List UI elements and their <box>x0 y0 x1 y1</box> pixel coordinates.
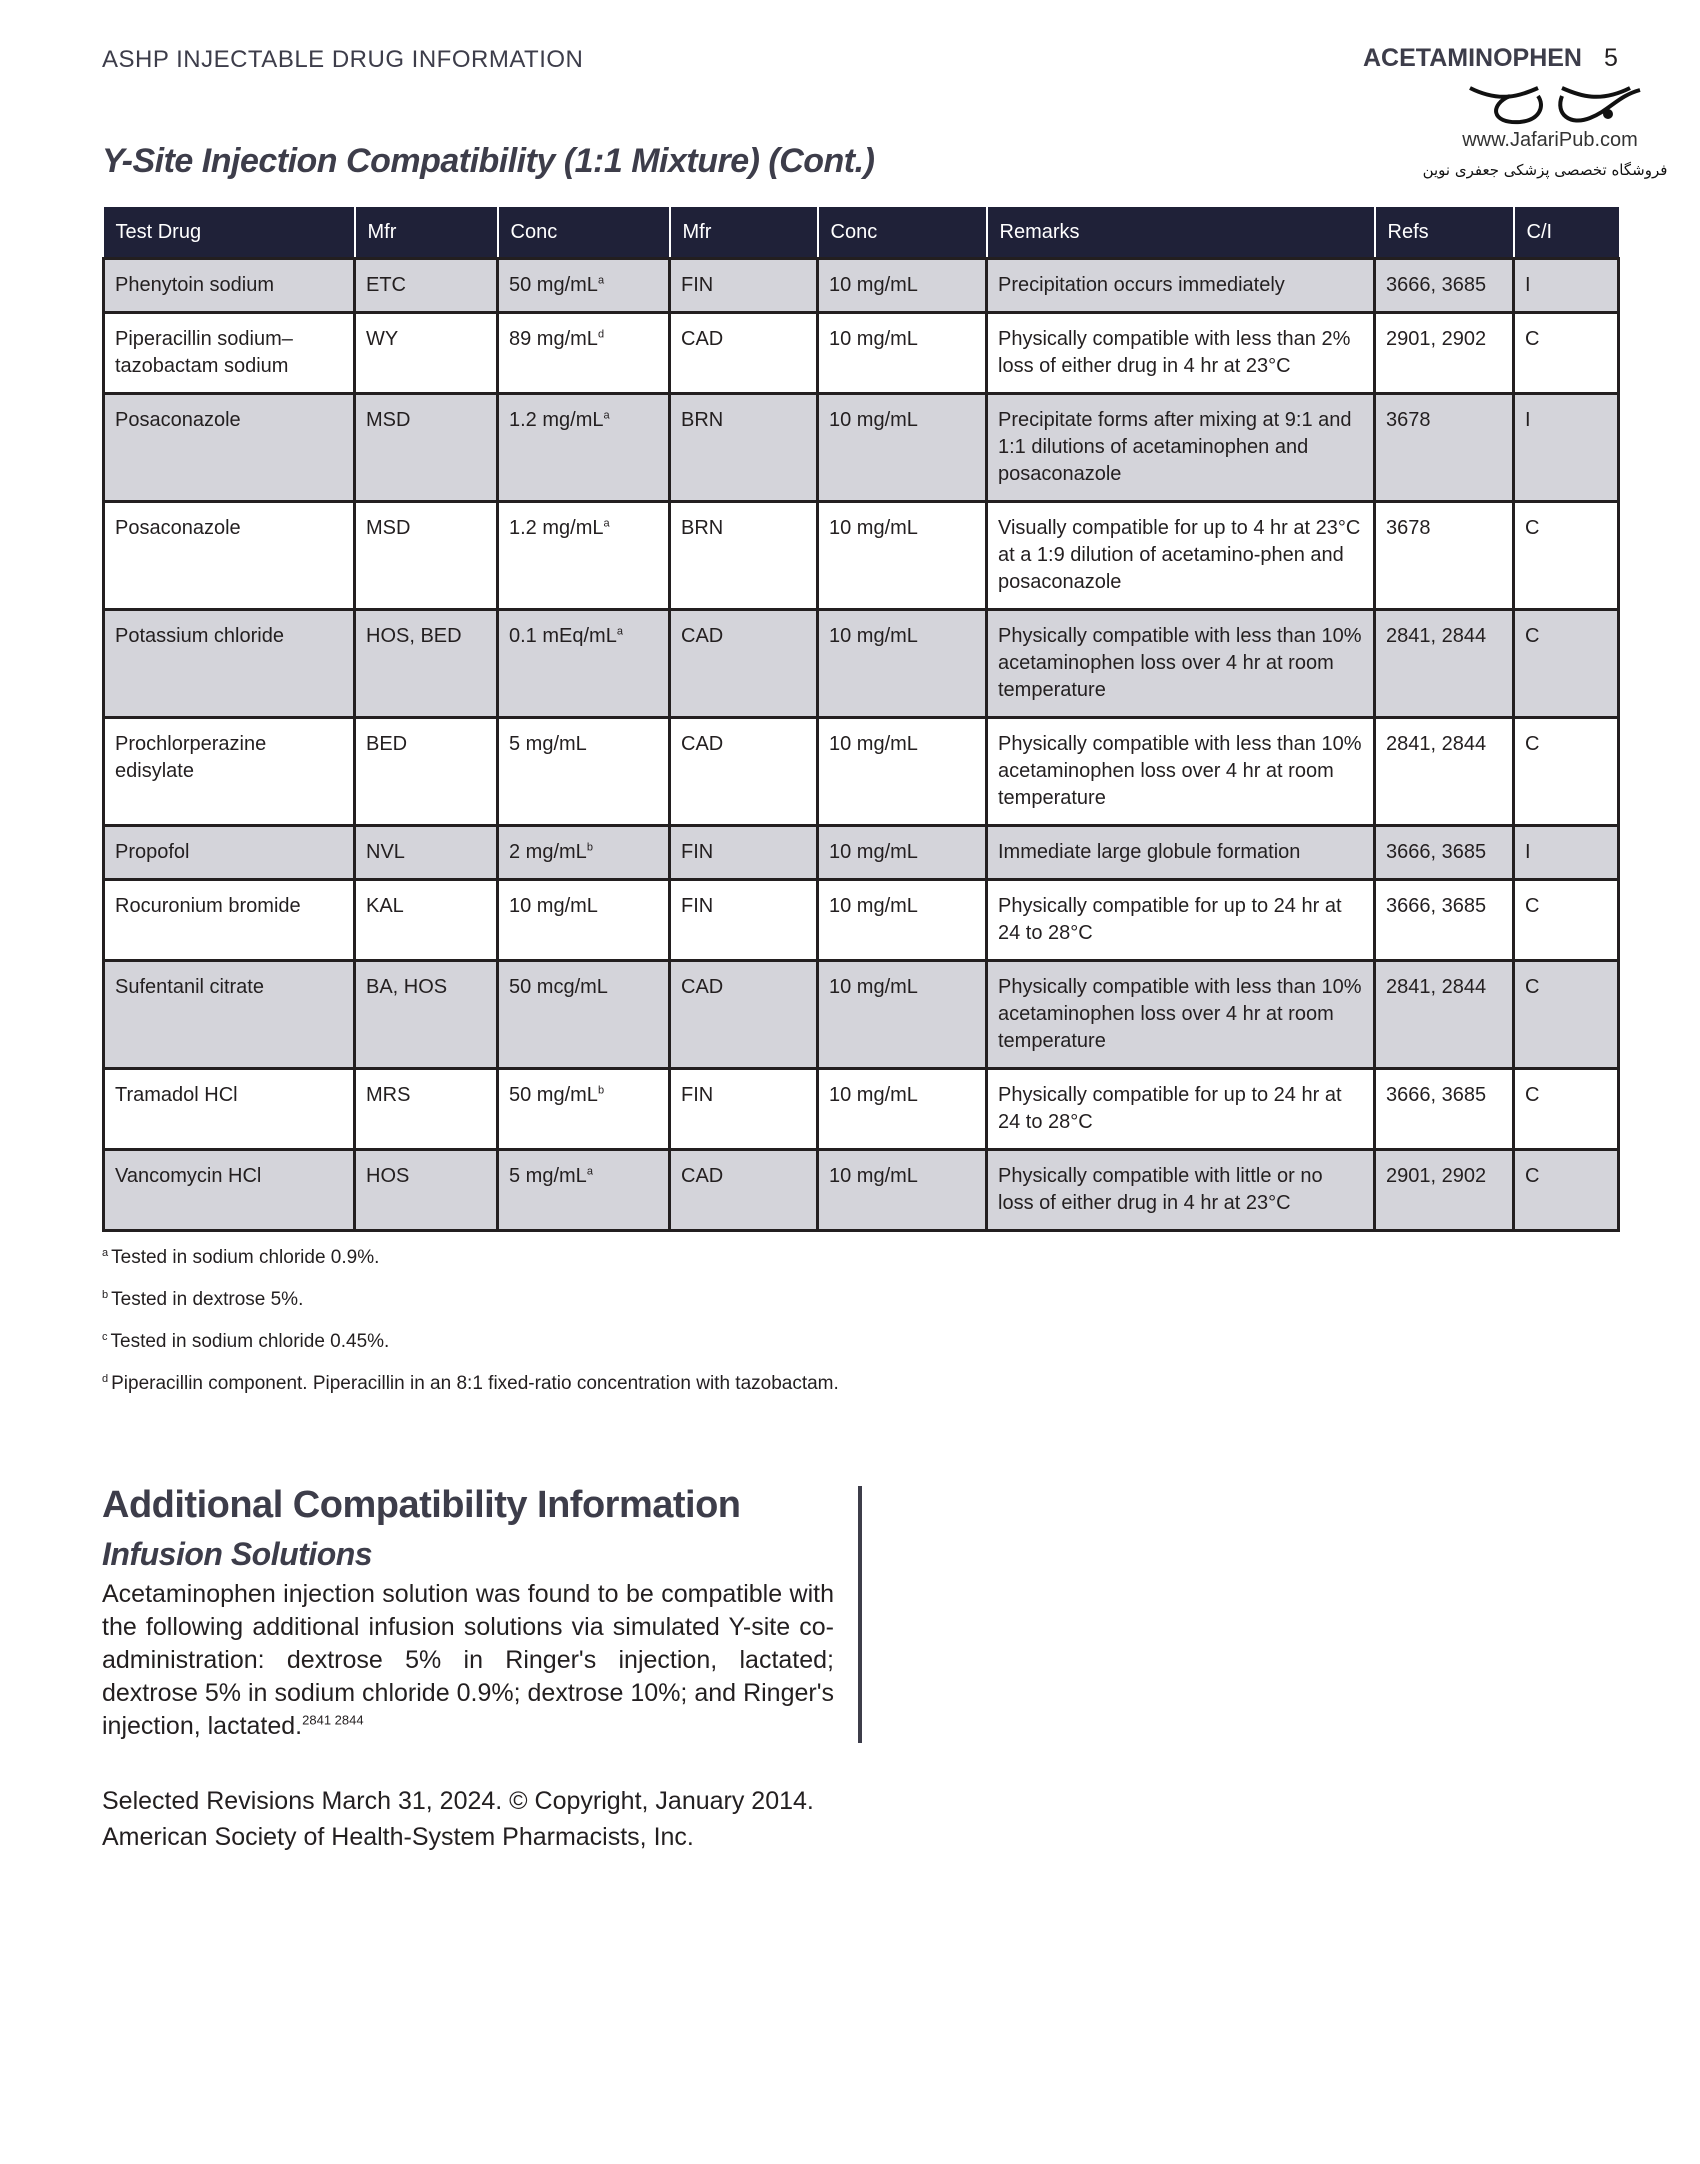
cell-ci <box>1514 394 1619 502</box>
cell-test-drug-text: Propofol <box>115 841 190 863</box>
cell-conc-2-text: 10 mg/mL <box>829 1165 918 1187</box>
cell-conc-2 <box>818 880 987 961</box>
cell-remarks <box>987 826 1375 880</box>
cell-remarks <box>987 394 1375 502</box>
cell-ci <box>1514 610 1619 718</box>
column-header-test-drug: Test Drug <box>104 207 355 259</box>
footnote-mark: a <box>102 1246 109 1259</box>
footnote-reference: a <box>586 1165 593 1178</box>
cell-mfr-text: MSD <box>366 517 411 539</box>
cell-mfr-2 <box>670 259 818 313</box>
footnote-reference: a <box>603 409 610 422</box>
cell-test-drug <box>104 502 355 610</box>
cell-mfr-2-text: FIN <box>681 895 714 917</box>
cell-remarks-text: Physically compatible with less than 2% loss of either drug in 4 hr at 23°C <box>998 328 1351 377</box>
cell-mfr-text: MSD <box>366 409 411 431</box>
column-header-conc-2: Conc <box>818 207 987 259</box>
body-text: Acetaminophen injection solution was found to be compatible with the following additional infusion solutions via simulated Y-site co-administration: dextrose 5% in Ringer's injection, lactated; dextrose 5% in sodium chloride 0.9%; dextrose 10%; and Ringer's injection, lactated. <box>102 1580 834 1740</box>
cell-remarks <box>987 1150 1375 1231</box>
table-row <box>104 313 1619 394</box>
cell-mfr <box>355 718 498 826</box>
cell-test-drug <box>104 313 355 394</box>
additional-info-heading: Additional Compatibility Information <box>102 1484 741 1526</box>
cell-test-drug <box>104 718 355 826</box>
cell-conc <box>498 880 670 961</box>
table-row <box>104 826 1619 880</box>
cell-refs-text: 2841, 2844 <box>1386 733 1487 755</box>
cell-mfr-2 <box>670 1150 818 1231</box>
cell-refs <box>1375 394 1514 502</box>
cell-mfr <box>355 394 498 502</box>
cell-conc <box>498 313 670 394</box>
cell-test-drug <box>104 826 355 880</box>
cell-refs <box>1375 961 1514 1069</box>
cell-conc-text: 1.2 mg/mL <box>509 409 604 431</box>
cell-refs-text: 2901, 2902 <box>1386 328 1487 350</box>
cell-ci-text: I <box>1525 841 1531 863</box>
table-body <box>104 259 1619 1231</box>
cell-refs-text: 3666, 3685 <box>1386 895 1487 917</box>
copyright-notice <box>102 1783 1617 1855</box>
cell-test-drug-text: Posaconazole <box>115 517 241 539</box>
table-row <box>104 961 1619 1069</box>
cell-refs <box>1375 610 1514 718</box>
running-header-drug: ACETAMINOPHEN <box>1363 44 1582 72</box>
reference-superscript: 2841 2844 <box>302 1712 364 1728</box>
cell-refs-text: 2901, 2902 <box>1386 1165 1487 1187</box>
column-header-mfr: Mfr <box>355 207 498 259</box>
cell-mfr <box>355 1150 498 1231</box>
cell-remarks <box>987 718 1375 826</box>
cell-mfr-2 <box>670 1069 818 1150</box>
table-header-row <box>104 207 1619 259</box>
cell-mfr-2 <box>670 718 818 826</box>
cell-mfr-2 <box>670 610 818 718</box>
cell-conc <box>498 610 670 718</box>
footnote-mark: d <box>102 1372 109 1385</box>
cell-mfr-2-text: CAD <box>681 625 724 647</box>
page-number: 5 <box>1604 44 1618 72</box>
cell-remarks <box>987 502 1375 610</box>
column-header-refs: Refs <box>1375 207 1514 259</box>
column-header-conc: Conc <box>498 207 670 259</box>
cell-ci <box>1514 1069 1619 1150</box>
cell-ci <box>1514 826 1619 880</box>
footnote-text: Piperacillin component. Piperacillin in an 8:1 fixed-ratio concentration with tazobactam. <box>111 1373 839 1394</box>
cell-ci-text: C <box>1525 1084 1540 1106</box>
cell-refs <box>1375 313 1514 394</box>
cell-remarks <box>987 313 1375 394</box>
cell-mfr-2 <box>670 502 818 610</box>
cell-conc-2 <box>818 1069 987 1150</box>
cell-conc <box>498 826 670 880</box>
cell-remarks-text: Physically compatible with little or no loss of either drug in 4 hr at 23°C <box>998 1165 1323 1214</box>
cell-mfr-2-text: CAD <box>681 733 724 755</box>
cell-mfr <box>355 259 498 313</box>
column-header-mfr-2: Mfr <box>670 207 818 259</box>
copyright-line-2: American Society of Health-System Pharmacists, Inc. <box>102 1823 694 1851</box>
cell-ci <box>1514 313 1619 394</box>
table-row <box>104 880 1619 961</box>
cell-mfr-text: KAL <box>366 895 404 917</box>
cell-mfr <box>355 1069 498 1150</box>
cell-conc-2 <box>818 961 987 1069</box>
calligraphy-logo-icon <box>1450 78 1650 130</box>
cell-mfr-text: MRS <box>366 1084 411 1106</box>
cell-remarks-text: Physically compatible with less than 10% acetaminophen loss over 4 hr at room temperature <box>998 976 1362 1052</box>
cell-test-drug <box>104 961 355 1069</box>
cell-conc-text: 89 mg/mL <box>509 328 598 350</box>
footnote-reference: a <box>616 625 623 638</box>
cell-refs <box>1375 259 1514 313</box>
cell-remarks-text: Precipitate forms after mixing at 9:1 and 1:1 dilutions of acetaminophen and posaconazole <box>998 409 1352 485</box>
cell-refs <box>1375 880 1514 961</box>
cell-refs <box>1375 1150 1514 1231</box>
cell-refs <box>1375 718 1514 826</box>
cell-conc <box>498 1069 670 1150</box>
cell-conc <box>498 394 670 502</box>
main-content <box>102 207 1617 1855</box>
cell-mfr <box>355 880 498 961</box>
cell-test-drug-text: Phenytoin sodium <box>115 274 274 296</box>
cell-mfr-2-text: FIN <box>681 1084 714 1106</box>
column-header-ci: C/I <box>1514 207 1619 259</box>
footnote <box>102 1372 1617 1396</box>
cell-ci-text: C <box>1525 328 1540 350</box>
cell-mfr-2 <box>670 313 818 394</box>
cell-conc-2-text: 10 mg/mL <box>829 274 918 296</box>
footnote-mark: b <box>102 1288 109 1301</box>
cell-mfr-2-text: BRN <box>681 409 724 431</box>
cell-ci-text: C <box>1525 1165 1540 1187</box>
table-row <box>104 1150 1619 1231</box>
cell-conc-text: 1.2 mg/mL <box>509 517 604 539</box>
cell-mfr-2-text: CAD <box>681 328 724 350</box>
cell-mfr-2 <box>670 826 818 880</box>
footnote-reference: d <box>597 328 605 341</box>
cell-refs-text: 3666, 3685 <box>1386 841 1487 863</box>
running-header-title: ASHP INJECTABLE DRUG INFORMATION <box>102 46 584 73</box>
cell-conc-2-text: 10 mg/mL <box>829 976 918 998</box>
cell-conc-2-text: 10 mg/mL <box>829 841 918 863</box>
watermark-tagline: فروشگاه تخصصی پزشکی جعفری نوین <box>1422 161 1668 179</box>
cell-test-drug <box>104 610 355 718</box>
cell-remarks <box>987 610 1375 718</box>
cell-mfr-2 <box>670 880 818 961</box>
footnote-reference: a <box>597 274 605 287</box>
column-divider <box>858 1486 862 1743</box>
cell-test-drug <box>104 259 355 313</box>
cell-conc-text: 50 mg/mL <box>509 1084 598 1106</box>
cell-conc-2-text: 10 mg/mL <box>829 517 918 539</box>
cell-conc-2 <box>818 394 987 502</box>
cell-conc <box>498 502 670 610</box>
cell-test-drug-text: Tramadol HCl <box>115 1084 238 1106</box>
additional-info-section <box>102 1482 862 1743</box>
cell-conc-2 <box>818 718 987 826</box>
footnote-text: Tested in dextrose 5%. <box>111 1289 304 1310</box>
cell-refs-text: 3666, 3685 <box>1386 274 1487 296</box>
copyright-line-1: Selected Revisions March 31, 2024. © Copyright, January 2014. <box>102 1787 814 1815</box>
cell-conc-2 <box>818 259 987 313</box>
cell-conc-2 <box>818 313 987 394</box>
cell-conc-2 <box>818 826 987 880</box>
footnote-reference: b <box>586 841 593 854</box>
cell-conc-2 <box>818 502 987 610</box>
cell-ci-text: C <box>1525 733 1540 755</box>
cell-remarks-text: Immediate large globule formation <box>998 841 1301 863</box>
cell-refs <box>1375 826 1514 880</box>
cell-conc-2-text: 10 mg/mL <box>829 328 918 350</box>
cell-mfr-2-text: FIN <box>681 841 714 863</box>
watermark-url: www.JafariPub.com <box>1462 129 1638 151</box>
cell-remarks-text: Visually compatible for up to 4 hr at 23°C at a 1:9 dilution of acetamino-phen and posaconazole <box>998 517 1361 593</box>
cell-test-drug-text: Potassium chloride <box>115 625 284 647</box>
table-row <box>104 259 1619 313</box>
cell-mfr-text: BA, HOS <box>366 976 448 998</box>
cell-conc-2 <box>818 1150 987 1231</box>
cell-remarks <box>987 259 1375 313</box>
cell-mfr-2-text: BRN <box>681 517 724 539</box>
cell-mfr-text: WY <box>366 328 399 350</box>
cell-conc <box>498 961 670 1069</box>
cell-remarks-text: Physically compatible for up to 24 hr at 24 to 28°C <box>998 895 1342 944</box>
cell-ci-text: C <box>1525 976 1540 998</box>
cell-conc-2-text: 10 mg/mL <box>829 409 918 431</box>
cell-mfr-text: HOS <box>366 1165 410 1187</box>
cell-mfr-2-text: CAD <box>681 1165 724 1187</box>
cell-test-drug-text: Vancomycin HCl <box>115 1165 262 1187</box>
cell-mfr <box>355 313 498 394</box>
cell-mfr <box>355 502 498 610</box>
cell-test-drug-text: Posaconazole <box>115 409 241 431</box>
footnotes <box>102 1246 1617 1396</box>
cell-ci-text: C <box>1525 517 1540 539</box>
cell-refs-text: 3678 <box>1386 517 1431 539</box>
cell-conc <box>498 259 670 313</box>
cell-mfr-text: HOS, BED <box>366 625 462 647</box>
cell-refs-text: 3678 <box>1386 409 1431 431</box>
cell-conc <box>498 1150 670 1231</box>
table-row <box>104 718 1619 826</box>
table-row <box>104 1069 1619 1150</box>
table-row <box>104 394 1619 502</box>
cell-refs <box>1375 1069 1514 1150</box>
cell-refs <box>1375 502 1514 610</box>
footnote <box>102 1246 1617 1270</box>
cell-conc-2-text: 10 mg/mL <box>829 1084 918 1106</box>
cell-mfr-text: BED <box>366 733 408 755</box>
cell-refs-text: 2841, 2844 <box>1386 625 1487 647</box>
cell-mfr-2 <box>670 961 818 1069</box>
cell-refs-text: 3666, 3685 <box>1386 1084 1487 1106</box>
cell-mfr-2-text: FIN <box>681 274 714 296</box>
footnote-reference: b <box>597 1084 605 1097</box>
cell-mfr <box>355 826 498 880</box>
cell-mfr-2 <box>670 394 818 502</box>
cell-conc-text: 2 mg/mL <box>509 841 587 863</box>
cell-ci <box>1514 718 1619 826</box>
cell-conc-2-text: 10 mg/mL <box>829 625 918 647</box>
cell-ci <box>1514 502 1619 610</box>
cell-test-drug <box>104 1069 355 1150</box>
cell-conc-text: 0.1 mEq/mL <box>509 625 617 647</box>
cell-ci <box>1514 961 1619 1069</box>
footnote-text: Tested in sodium chloride 0.45%. <box>110 1331 390 1352</box>
footnote-mark: c <box>102 1330 108 1343</box>
cell-ci <box>1514 259 1619 313</box>
table-row <box>104 610 1619 718</box>
cell-mfr <box>355 610 498 718</box>
cell-mfr-2-text: CAD <box>681 976 724 998</box>
cell-ci <box>1514 880 1619 961</box>
cell-test-drug-text: Prochlorperazine edisylate <box>115 733 267 782</box>
cell-conc <box>498 718 670 826</box>
cell-remarks-text: Physically compatible with less than 10% acetaminophen loss over 4 hr at room temperature <box>998 733 1362 809</box>
cell-conc-text: 10 mg/mL <box>509 895 598 917</box>
cell-test-drug <box>104 880 355 961</box>
infusion-solutions-body <box>102 1578 834 1743</box>
cell-test-drug-text: Sufentanil citrate <box>115 976 264 998</box>
table-row <box>104 502 1619 610</box>
footnote-reference: a <box>603 517 610 530</box>
column-header-remarks: Remarks <box>987 207 1375 259</box>
cell-conc-text: 5 mg/mL <box>509 1165 587 1187</box>
cell-test-drug-text: Rocuronium bromide <box>115 895 301 917</box>
cell-remarks <box>987 880 1375 961</box>
section-title: Y-Site Injection Compatibility (1:1 Mixture) (Cont.) <box>102 142 875 180</box>
cell-conc-2-text: 10 mg/mL <box>829 733 918 755</box>
cell-remarks <box>987 1069 1375 1150</box>
cell-conc-2-text: 10 mg/mL <box>829 895 918 917</box>
cell-remarks-text: Physically compatible for up to 24 hr at 24 to 28°C <box>998 1084 1342 1133</box>
cell-ci <box>1514 1150 1619 1231</box>
cell-refs-text: 2841, 2844 <box>1386 976 1487 998</box>
cell-conc-text: 5 mg/mL <box>509 733 587 755</box>
footnote <box>102 1288 1617 1312</box>
cell-conc-text: 50 mg/mL <box>509 274 598 296</box>
cell-mfr-text: ETC <box>366 274 406 296</box>
cell-test-drug-text: Piperacillin sodium–tazobactam sodium <box>115 328 293 377</box>
y-site-compatibility-table <box>102 207 1620 1232</box>
cell-test-drug <box>104 394 355 502</box>
cell-ci-text: I <box>1525 409 1531 431</box>
cell-ci-text: C <box>1525 895 1540 917</box>
cell-test-drug <box>104 1150 355 1231</box>
cell-ci-text: C <box>1525 625 1540 647</box>
cell-remarks-text: Precipitation occurs immediately <box>998 274 1285 296</box>
cell-remarks <box>987 961 1375 1069</box>
footnote <box>102 1330 1617 1354</box>
cell-mfr <box>355 961 498 1069</box>
cell-conc-2 <box>818 610 987 718</box>
cell-remarks-text: Physically compatible with less than 10% acetaminophen loss over 4 hr at room temperature <box>998 625 1362 701</box>
cell-ci-text: I <box>1525 274 1531 296</box>
footnote-text: Tested in sodium chloride 0.9%. <box>111 1247 380 1268</box>
cell-mfr-text: NVL <box>366 841 405 863</box>
infusion-solutions-subheading: Infusion Solutions <box>102 1536 373 1572</box>
cell-conc-text: 50 mcg/mL <box>509 976 608 998</box>
